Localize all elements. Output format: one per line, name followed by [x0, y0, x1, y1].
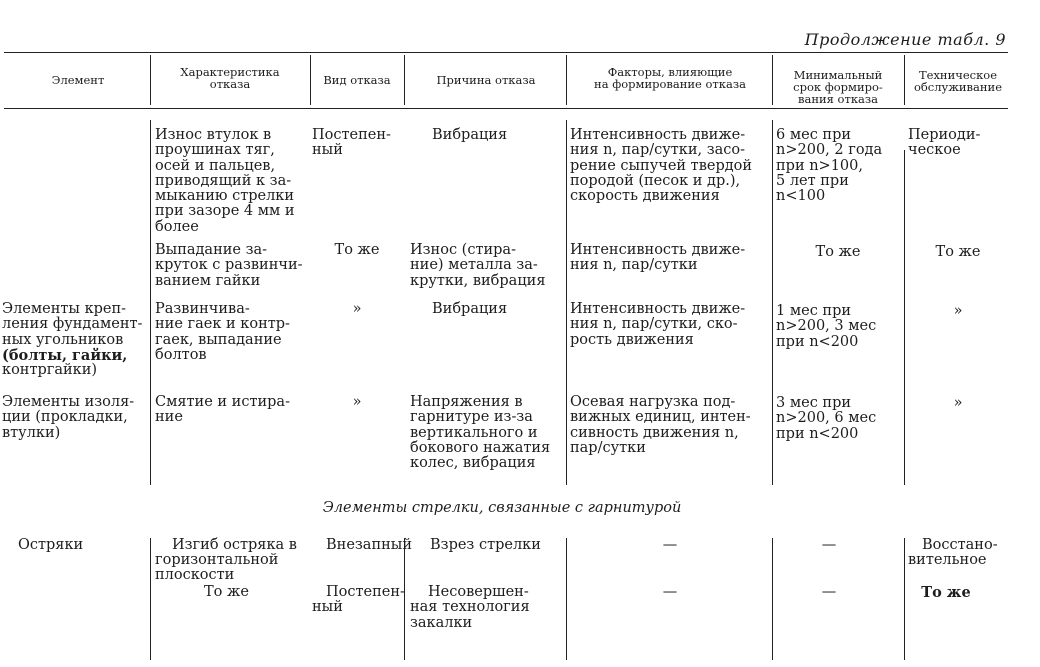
characteristic-cell: Смятие и истира- ние — [155, 394, 290, 426]
cause-cell: Вибрация — [432, 301, 508, 317]
factors-cell: Интенсивность движе- ния n, пар/сутки, засо- рение сыпучей твердой породой (песок и др.), скорость движения — [570, 127, 753, 205]
factors-cell: — — [662, 584, 678, 600]
failure-type-cell: То же — [334, 242, 380, 258]
cause-cell: Взрез стрелки — [430, 537, 541, 553]
table-top-rule — [4, 52, 1008, 53]
factors-cell: Интенсивность движе- ния n, пар/сутки — [570, 242, 746, 274]
min-time-cell: — — [821, 537, 837, 553]
header-bottom-rule — [4, 108, 1008, 109]
characteristic-cell: То же — [204, 584, 249, 600]
header-element: Элемент — [51, 73, 105, 87]
characteristic-cell: Изгиб остряка в — [172, 537, 297, 553]
failure-type-cell: » — [352, 301, 362, 317]
maintenance-cell: Восстано- вительное — [908, 537, 998, 569]
failure-type-cell: Постепен- ный — [312, 584, 405, 616]
column-divider — [904, 150, 905, 485]
header-divider — [566, 55, 567, 105]
column-divider — [566, 120, 567, 485]
factors-cell: Интенсивность движе- ния n, пар/сутки, ско- рость движения — [570, 301, 746, 348]
header-min-time: Минимальный срок формиро- вания отказа — [793, 68, 883, 106]
failure-type-cell: Внезапный — [326, 537, 412, 553]
characteristic-cell: Выпадание за- круток с развинчи- ванием гайки — [155, 242, 303, 289]
header-divider — [310, 55, 311, 105]
min-time-cell: 6 мес при n>200, 2 года при n>100, 5 лет при n<100 — [776, 127, 883, 205]
maintenance-cell: Периоди- ческое — [908, 127, 981, 159]
failure-type-cell: » — [352, 394, 362, 410]
header-divider — [904, 55, 905, 105]
min-time-cell: 1 мес при n>200, 3 мес при n<200 — [776, 303, 877, 350]
cause-cell: Напряжения в гарнитуре из-за вертикального и бокового нажатия колес, вибрация — [410, 394, 551, 472]
header-characteristic: Характеристика отказа — [180, 65, 280, 91]
element-cell: Остряки — [18, 537, 84, 553]
maintenance-cell: » — [953, 303, 963, 319]
column-divider — [150, 120, 151, 485]
cause-cell: Вибрация — [432, 127, 508, 143]
characteristic-cell: горизонтальной плоскости — [155, 552, 279, 584]
characteristic-cell: Развинчива- ние гаек и контр- гаек, выпадание болтов — [155, 301, 290, 363]
maintenance-cell: То же — [921, 584, 971, 601]
cause-cell: Износ (стира- ние) металла за- крутки, вибрация — [410, 242, 546, 289]
header-maintenance: Техническое обслуживание — [913, 68, 1003, 94]
min-time-cell: — — [821, 584, 837, 600]
element-cell: Элементы изоля- ции (прокладки, втулки) — [2, 394, 135, 441]
header-cause: Причина отказа — [436, 73, 536, 87]
column-divider — [566, 538, 567, 660]
column-divider — [772, 538, 773, 660]
column-divider — [904, 538, 905, 660]
header-factors: Факторы, влияющие на формирование отказа — [594, 65, 746, 91]
maintenance-cell: То же — [935, 244, 981, 260]
section-title: Элементы стрелки, связанные с гарнитурой — [322, 500, 682, 516]
column-divider — [150, 538, 151, 660]
factors-cell: Осевая нагрузка под- вижных единиц, интен- сивность движения n, пар/сутки — [570, 394, 751, 456]
characteristic-cell: Износ втулок в проушинах тяг, осей и пальцев, приводящий к за- мыканию стрелки при зазоре 4 мм и более — [155, 127, 295, 235]
header-divider — [772, 55, 773, 105]
factors-cell: — — [662, 537, 678, 553]
maintenance-cell: » — [953, 395, 963, 411]
failure-type-cell: Постепен- ный — [312, 127, 391, 159]
cause-cell: Несовершен- ная технология закалки — [410, 584, 530, 631]
header-divider — [150, 55, 151, 105]
element-cell: Элементы креп- ления фундамент- ных угольников (болты, гайки, контргайки) — [2, 301, 143, 379]
min-time-cell: То же — [815, 244, 861, 260]
column-divider — [772, 120, 773, 485]
continuation-label: Продолжение табл. 9 — [804, 30, 1006, 49]
min-time-cell: 3 мес при n>200, 6 мес при n<200 — [776, 395, 877, 442]
header-failure-type: Вид отказа — [323, 73, 391, 87]
header-divider — [404, 55, 405, 105]
